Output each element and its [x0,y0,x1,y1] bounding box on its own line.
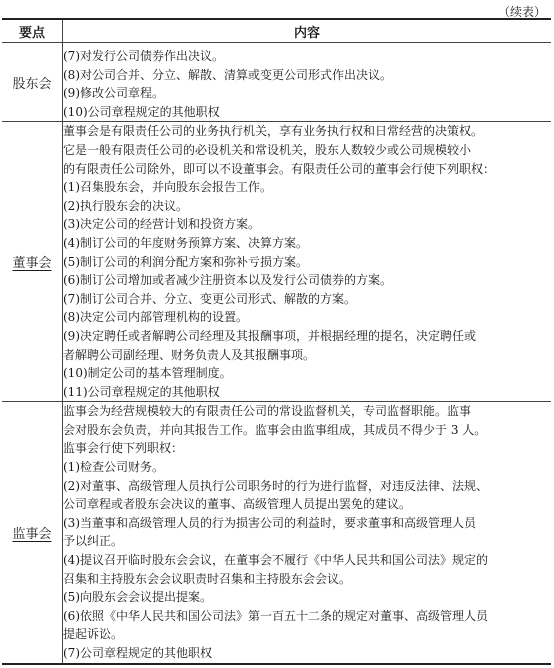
row-key-label: 股东会 [12,76,52,92]
table-row-dongshi [2,122,551,402]
content-line: (1)召集股东会，并向股东会报告工作。 [63,180,272,195]
header-content: 内容 [63,19,552,43]
content-line: (5)向股东会会议提出提案。 [63,590,212,605]
powers-table [2,18,551,665]
content-line: (10)制定公司的基本管理制度。 [63,366,232,381]
content-line: (9)修改公司章程。 [63,86,164,101]
row-content [63,122,552,402]
content-line: 董事会是有限责任公司的业务执行机关，享有业务执行权和日常经营的决策权。 [63,124,484,139]
content-line: 它是一般有限责任公司的必设机关和常设机关，股东人数较少或公司规模较小 [63,142,472,157]
content-line: 者解聘公司副经理、财务负责人及其报酬事项。 [63,347,316,362]
content-line: 监事会行使下列职权： [63,441,184,456]
content-line: (2)对董事、高级管理人员执行公司职务时的行为进行监督，对违反法律、法规、 [63,478,489,493]
content-line: 予以纠正。 [63,534,124,549]
content-line: (2)执行股东会的决议。 [63,198,188,213]
row-key [2,402,63,664]
content-line: (11)公司章程规定的其他职权 [63,384,220,399]
content-line: (8)对公司合并、分立、解散、清算或变更公司形式作出决议。 [63,67,393,82]
row-key [2,122,63,402]
row-key [2,43,63,122]
content-line: 公司章程或者股东会决议的董事、高级管理人员提出罢免的建议。 [63,497,412,512]
content-line: (3)当董事和高级管理人员的行为损害公司的利益时，要求董事和高级管理人员 [63,515,477,530]
content-line: 提起诉讼。 [63,627,124,642]
header-key: 要点 [2,19,63,43]
content-line: (8)决定公司内部管理机构的设置。 [63,310,248,325]
table-header-row [2,19,551,43]
content-line: (1)检查公司财务。 [63,460,164,475]
content-line: (4)提议召开临时股东会会议，在董事会不履行《中华人民共和国公司法》规定的 [63,553,489,568]
content-line: 的有限责任公司除外，即可以不设董事会。有限责任公司的董事会行使下列职权： [63,161,496,176]
content-line: (6)依照《中华人民共和国公司法》第一百五十二条的规定对董事、高级管理人员 [63,608,489,623]
content-line: (6)制订公司增加或者减少注册资本以及发行公司债券的方案。 [63,273,393,288]
table-body [2,43,551,664]
content-line: (9)决定聘任或者解聘公司经理及其报酬事项，并根据经理的提名，决定聘任或 [63,328,477,343]
content-line: 会对股东会负责，并向其报告工作。监事会由监事组成，其成员不得少于 3 人。 [63,422,487,437]
row-content [63,402,552,664]
table-row-jianshi [2,402,551,664]
content-line: (7)对发行公司债券作出决议。 [63,49,224,63]
table-row-gudong [2,43,551,122]
row-key-label: 监事会 [12,526,52,542]
content-line: (4)制订公司的年度财务预算方案、决算方案。 [63,235,308,250]
content-line: (3)决定公司的经营计划和投资方案。 [63,217,260,232]
row-content [63,43,552,122]
content-line: 召集和主持股东会会议职责时召集和主持股东会会议。 [63,571,352,586]
content-line: (7)制订公司合并、分立、变更公司形式、解散的方案。 [63,291,357,306]
content-line: 监事会为经营规模较大的有限责任公司的常设监督机关，专司监督职能。监事 [63,404,472,419]
content-line: (10)公司章程规定的其他职权 [63,104,220,119]
continued-label: （续表） [497,5,546,19]
content-line: (7)公司章程规定的其他职权 [63,646,212,660]
content-line: (5)制订公司的利润分配方案和弥补亏损方案。 [63,254,308,269]
row-key-label: 董事会 [12,256,52,272]
